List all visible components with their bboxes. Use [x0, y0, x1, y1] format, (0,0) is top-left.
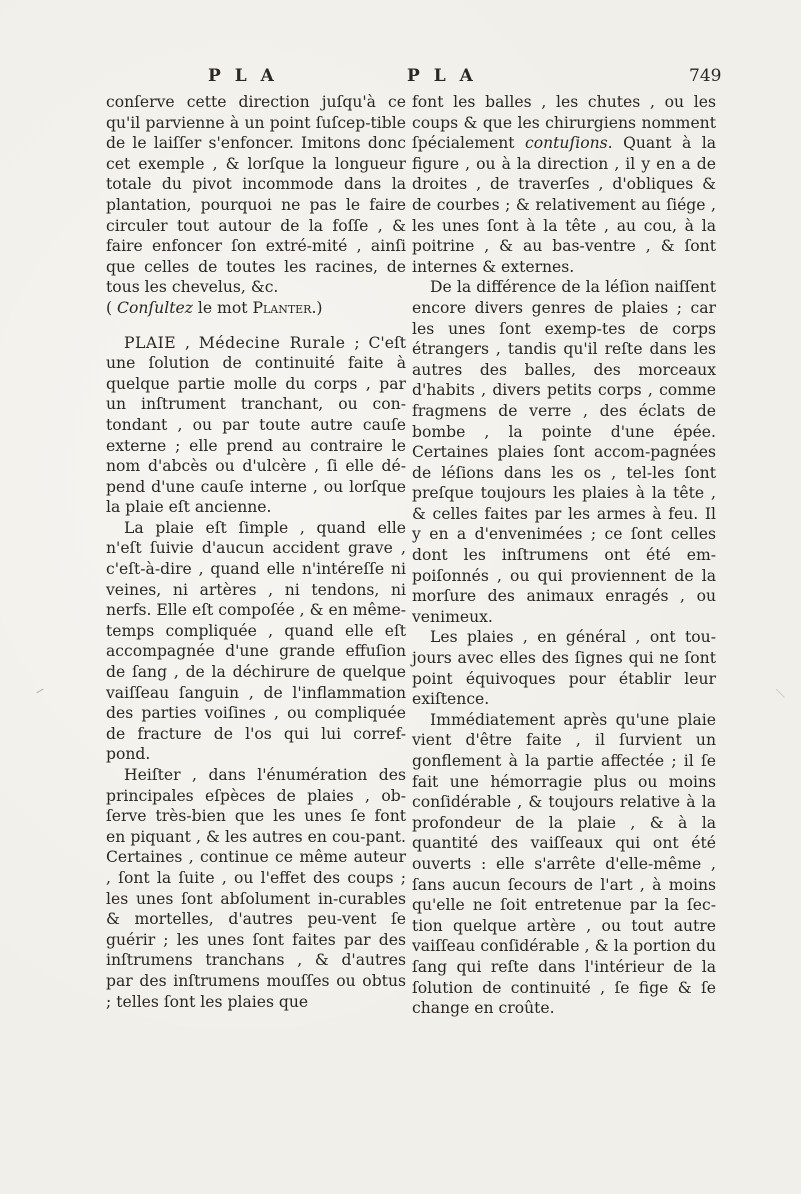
term-contusions: contuſions: [525, 134, 608, 153]
entry-definition: C'eſt une ſolution de continuité faite à quelque partie molle du corps , par un inſtrument tranchant, ou con-tondant , ou par toute autre cauſe externe ; elle prend au contraire le nom d'abcès ou d'ulcère , ſi elle dé-pend d'une cauſe interne , ou lorſque la plaie eſt ancienne.: [106, 333, 406, 517]
right-para-continuation: [412, 92, 716, 277]
left-para-continuation: conſerve cette direction juſqu'à ce qu'il parvienne à un point ſuſcep-tible de le laiſſer s'enfoncer. Imitons donc cet exemple , & lorſque la longueur totale du pivot incommode dans la plantation, pourquoi ne pas le faire circuler tout autour de la foſſe , & faire enfoncer ſon extré-mité , ainſi que celles de toutes les racines, de tous les chevelus, &c.: [106, 93, 406, 297]
right-para-symptoms: Immédiatement après qu'une plaie vient d'être faite , il ſurvient un gonflement à la partie affectée ; il ſe fait une hémorragie plus ou moins conſidérable , & toujours relative à la profondeur de la plaie , & à la quantité des vaiſſeaux qui ont été ouverts : elle s'arrête d'elle-même , ſans aucun ſecours de l'art , à moins qu'elle ne ſoit entretenue par la ſec-tion quelque artère , ou tout autre vaiſſeau conſidérable , & la portion du ſang qui reſte dans l'intérieur de la ſolution de continuité , ſe fige & ſe change en croûte.: [412, 710, 716, 1018]
crossref-word: Conſultez: [117, 298, 193, 317]
right-para1-a: font les balles , les chutes , ou les coups & que les chirurgiens nomment ſpécialement: [412, 93, 716, 153]
right-para-foreign-bodies: De la différence de la léſion naiſſent encore divers genres de plaies ; car les unes ſont exemp-tes de corps étrangers , tandis qu'il reſte dans les autres des balles, des morceaux d'habits , divers petits corps , comme fragmens de verre , des éclats de bombe , la pointe d'une épée. Certaines plaies ſont accom-pagnées de léſions dans les os , tel-les ſont preſque toujours les plaies à la tête , & celles faites par les armes à feu. Il y en a d'envenimées ; ce ſont celles dont les inſtrumens ont été em-poiſonnés , ou qui proviennent de la morſure des animaux enragés , ou venimeux.: [412, 278, 716, 626]
margin-mark: [32, 682, 43, 694]
crossref-target: Planter: [252, 298, 312, 317]
right-para1-b: . Quant à la figure , ou à la direction , il y en a de droites , de traverſes , d'obliques & de courbes ; & relativement au ſiége , les unes ſont à la tête , au cou, à la poitrine , & au bas-ventre , & ſont internes & externes.: [412, 134, 717, 276]
right-column: [412, 92, 716, 1019]
left-para-heister: Heiſter , dans l'énumération des principales eſpèces de plaies , ob-ſerve très-bien que les unes ſe font en piquant , & les autres en cou-pant. Certaines , continue ce même auteur , ſont la ſuite , ou l'effet des coups ; les unes ſont abſolument in-curables & mortelles, d'autres peu-vent ſe guérir ; les unes ſont faites par des inſtrumens tranchans , & d'autres par des inſtrumens mouſſes ou obtus ; telles ſont les plaies que: [106, 766, 406, 1011]
right-para-signs: Les plaies , en général , ont tou-jours avec elles des ſignes qui ne ſont point équivoques pour établir leur exiſtence.: [412, 628, 716, 709]
crossref-open: (: [106, 298, 118, 317]
entry-plaie: [106, 333, 406, 518]
page-number: 749: [689, 66, 722, 86]
entry-heading-term: PLAIE: [124, 333, 177, 352]
left-para-simple-wound: La plaie eſt ſimple , quand elle n'eſt ſuivie d'aucun accident grave , c'eſt-à-dire , quand elle n'intéreſſe ni veines, ni artères , ni tendons, ni nerfs. Elle eſt compoſée , & en même-temps compliquée , quand elle eſt accompagnée d'une grande effuſion de ſang , de la déchirure de quelque vaiſſeau ſanguin , de l'inflammation des parties voiſines , ou compliquée de fracture de l'os qui lui corref-pond.: [106, 518, 406, 764]
entry-heading-sep: ,: [176, 333, 199, 352]
crossref-rest: le mot: [192, 298, 253, 317]
crossref-close: .): [311, 298, 323, 317]
page-edge-mark: [776, 680, 794, 698]
entry-heading-end: ;: [345, 333, 360, 352]
left-running-head: P L A: [208, 66, 278, 86]
right-running-head: P L A: [407, 66, 477, 86]
entry-heading-field: Médecine Rurale: [198, 333, 346, 352]
cross-reference: [106, 298, 406, 319]
left-column: [106, 92, 406, 1012]
